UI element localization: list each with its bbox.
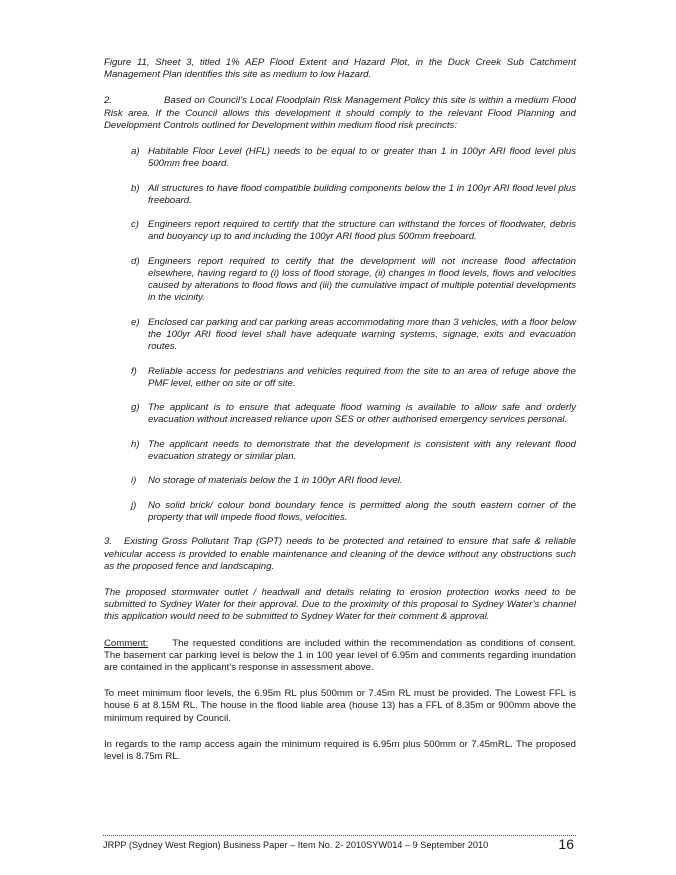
list-marker: f) <box>131 365 137 377</box>
paragraph-number: 2. <box>104 95 113 107</box>
stormwater-paragraph: The proposed stormwater outlet / headwall and details relating to erosion protection works need to be submitted to Sydney Water for their approval. Due to the proximity of this proposal to Sydney Water’s channel this application would need to be submitted to Sydney Water for their comment & approval. <box>104 586 576 623</box>
list-item <box>104 219 576 243</box>
list-marker: h) <box>131 438 140 450</box>
list-marker: j) <box>131 499 137 511</box>
list-item-text: All structures to have flood compatible building components below the 1 in 100yr ARI flood level plus freeboard. <box>148 182 576 206</box>
list-item <box>104 317 576 354</box>
floor-levels-paragraph: To meet minimum floor levels, the 6.95m RL plus 500mm or 7.45m RL must be provided. The Lowest FFL is house 6 at 8.15M RL. The house in the flood liable area (house 13) has a FFL of 8.35m or 900mm above the minimum required by Council. <box>104 688 576 724</box>
gpt-paragraph <box>104 536 576 573</box>
comment-label: Comment: <box>104 637 149 649</box>
list-item-text: Habitable Floor Level (HFL) needs to be equal to or greater than 1 in 100yr ARI flood level plus 500mm free board. <box>148 146 576 170</box>
policy-paragraph <box>104 95 576 132</box>
comment-text: The requested conditions are included within the recommendation as conditions of consent. The basement car parking level is below the 1 in 100 year level of 6.95m and comments regarding inundation are contained in the applicant’s response in assessment above. <box>104 637 576 673</box>
ramp-access-paragraph: In regards to the ramp access again the minimum required is 6.95m plus 500mm or 7.45mRL. The proposed level is 8.75m RL. <box>104 738 576 762</box>
list-marker: g) <box>131 402 140 414</box>
list-item <box>104 500 576 524</box>
list-item <box>104 402 576 426</box>
paragraph-text: Based on Council’s Local Floodplain Risk Management Policy this site is within a medium Flood Risk area. If the Council allows this development it should comply to the relevant Flood Planning and Development Controls outlined for Development within medium flood risk precincts: <box>104 95 576 131</box>
paragraph-number: 3. <box>104 536 113 548</box>
list-item-text: The applicant is to ensure that adequate flood warning is available to allow safe and orderly evacuation without increased reliance upon SES or other authorised emergency services personal. <box>148 402 576 426</box>
list-item <box>104 475 576 487</box>
list-item-text: Engineers report required to certify that the structure can withstand the forces of floodwater, debris and buoyancy up to and including the 100yr ARI flood plus 500mm freeboard. <box>148 219 576 243</box>
list-marker: e) <box>131 316 140 328</box>
page-content <box>104 57 576 777</box>
paragraph-text: Existing Gross Pollutant Trap (GPT) needs to be protected and retained to ensure that safe & reliable vehicular access is provided to enable maintenance and cleaning of the device without any obstructions such as the proposed fence and landscaping. <box>104 536 576 572</box>
list-item-text: No storage of materials below the 1 in 100yr ARI flood level. <box>148 475 403 487</box>
footer-text: JRPP (Sydney West Region) Business Paper – Item No. 2- 2010SYW014 – 9 September 2010 <box>103 840 489 850</box>
list-item-text: Engineers report required to certify that the development will not increase flood affectation elsewhere, having regard to (i) loss of flood storage, (ii) changes in flood levels, flows and velocities caused by alterations to flood flows and (iii) the cumulative impact of multiple potential developments in the vicinity. <box>148 255 576 304</box>
list-item-text: The applicant needs to demonstrate that the development is consistent with any relevant flood evacuation strategy or similar plan. <box>148 438 576 462</box>
list-item-text: No solid brick/ colour bond boundary fence is permitted along the south eastern corner of the property that will impede flood flows, velocities. <box>148 499 576 523</box>
comment-paragraph <box>104 638 576 675</box>
page-number: 16 <box>558 836 574 852</box>
list-marker: c) <box>131 219 139 231</box>
list-item <box>104 366 576 390</box>
intro-paragraph: Figure 11, Sheet 3, titled 1% AEP Flood Extent and Hazard Plot, in the Duck Creek Sub Catchment Management Plan identifies this site as medium to low Hazard. <box>104 57 576 81</box>
list-item-text: Reliable access for pedestrians and vehicles required from the site to an area of refuge above the PMF level, either on site or off site. <box>148 365 576 389</box>
list-item <box>104 183 576 207</box>
list-item <box>104 146 576 170</box>
list-marker: b) <box>131 182 140 194</box>
list-marker: a) <box>131 146 140 158</box>
flood-controls-list <box>104 146 576 524</box>
list-item-text: Enclosed car parking and car parking areas accommodating more than 3 vehicles, with a floor below the 100yr ARI flood level shall have adequate warning systems, signage, exits and evacuation routes. <box>148 316 576 353</box>
footer-divider <box>103 835 576 836</box>
list-item <box>104 256 576 305</box>
list-marker: i) <box>131 475 137 487</box>
list-marker: d) <box>131 255 140 267</box>
list-item <box>104 439 576 463</box>
